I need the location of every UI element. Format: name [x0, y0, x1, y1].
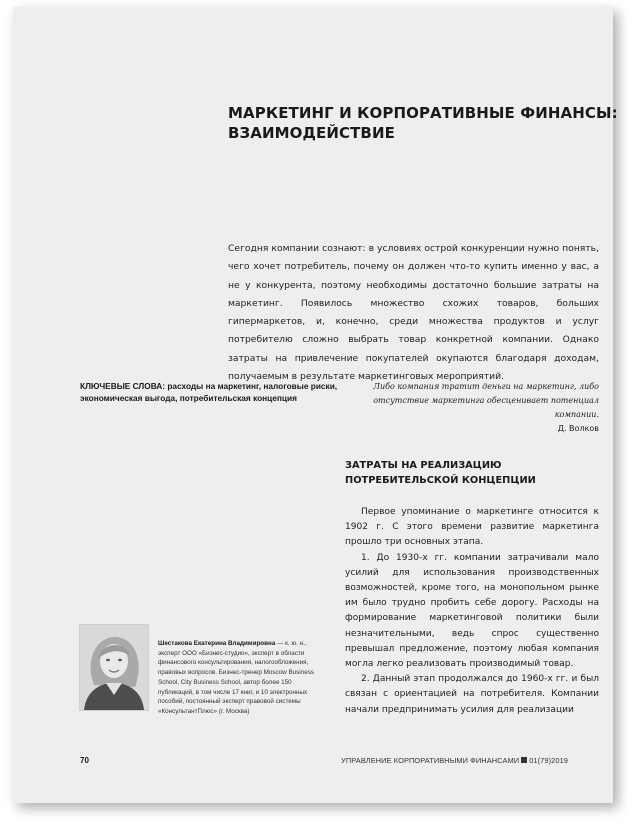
square-bullet-icon	[521, 757, 527, 763]
author-photo	[79, 624, 149, 711]
keywords-text: расходы на маркетинг, налоговые риски, экономическая выгода, потребительская концепция	[80, 381, 338, 403]
body-paragraph: 2. Данный этап продолжался до 1960-х гг. и был связан с ориентацией на потребителя. Компании начали предпринимать усилия для реализации	[345, 674, 599, 715]
body-paragraph: Первое упоминание о маркетинге относится к 1902 г. С этого времени развитие маркетинга прошло три основных этапа.	[345, 507, 599, 548]
body-column	[345, 505, 599, 718]
epigraph-author: Д. Волков	[557, 424, 599, 433]
magazine-page	[13, 7, 618, 803]
epigraph	[373, 380, 599, 436]
journal-issue: 01(79)2019	[529, 756, 568, 765]
author-description: — к. ю. н., эксперт ООО «Бизнес-студио», эксперт в области финансового консультирования, налогообложения, правовых вопросов. Бизнес-тренер Moscow Business School, City Business School, автор более 150 публикаций, в том числе 17 книг, и 10 электронных пособий, постоянный эксперт правовой системы «КонсультантПлюс» (г. Москва)	[158, 640, 314, 715]
keywords-label: КЛЮЧЕВЫЕ СЛОВА:	[80, 381, 166, 391]
author-portrait-image	[80, 625, 148, 710]
author-name: Шестакова Екатерина Владимировна	[158, 640, 276, 647]
article-lead: Сегодня компании сознают: в условиях острой конкуренции нужно понять, чего хочет потребитель, почему он должен что-то купить именно у вас, а не у конкурента, поэтому необходимы достаточно большие затраты на маркетинг. Появилось множество схожих товаров, больших гипермаркетов, и, конечно, среди множества продуктов и услуг потребителю сложно выбрать товар конкретной компании. Однако затраты на привлечение покупателей окупаются благодаря доходам, получаемым в результате маркетинговых мероприятий.	[228, 243, 599, 383]
section-heading: ЗАТРАТЫ НА РЕАЛИЗАЦИЮ ПОТРЕБИТЕЛЬСКОЙ КОНЦЕПЦИИ	[345, 460, 536, 486]
body-paragraph: 1. До 1930-х гг. компании затрачивали мало усилий для использования производственных возможностей, кроме того, на монопольном рынке им было трудно пробить себе дорогу. Расходы на формирование маркетинговой политики были незначительными, ведь спрос существенно превышал предложение, поэтому любая компания могла легко реализовать производимый товар.	[345, 552, 599, 670]
journal-footer	[341, 756, 568, 765]
keywords-block	[80, 380, 345, 404]
author-bio	[158, 639, 323, 717]
article-title: МАРКЕТИНГ И КОРПОРАТИВНЫЕ ФИНАНСЫ: ВЗАИМОДЕЙСТВИЕ	[228, 104, 618, 142]
epigraph-quote: Либо компания тратит деньги на маркетинг, либо отсутствие маркетинга обесценивает потенциал компании.	[373, 382, 599, 419]
page-number: 70	[80, 756, 89, 765]
journal-name: УПРАВЛЕНИЕ КОРПОРАТИВНЫМИ ФИНАНСАМИ	[341, 756, 520, 765]
